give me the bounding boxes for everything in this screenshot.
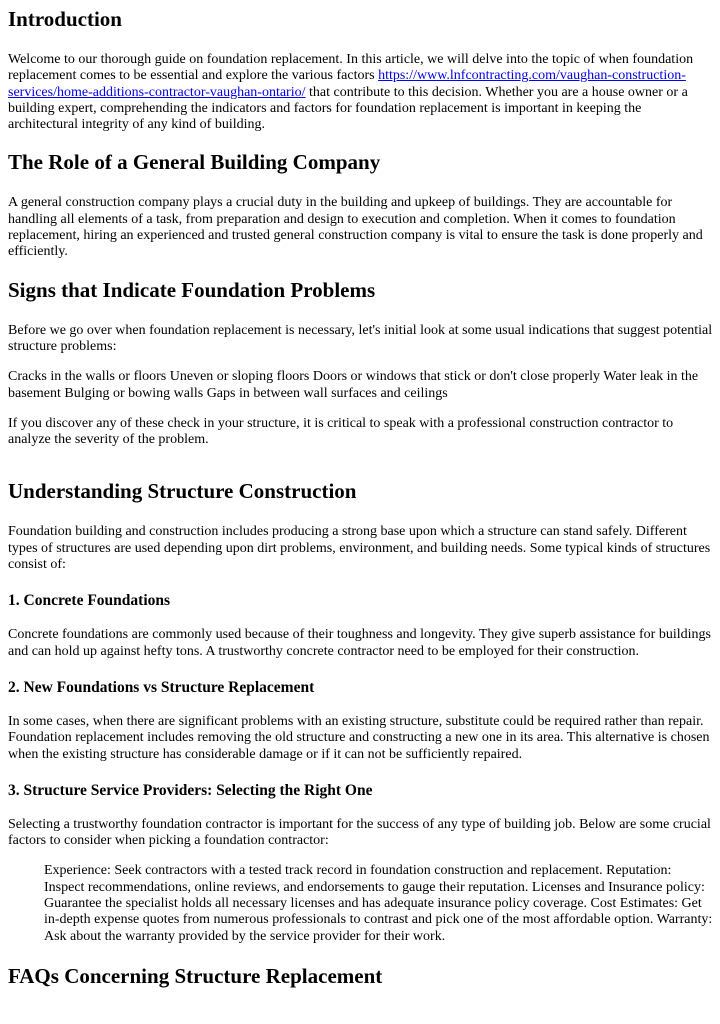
- signs-paragraph-1: Before we go over when foundation replacement is necessary, let's initial look at some usual indications that suggest potential structure problems:: [8, 322, 713, 354]
- role-paragraph: A general construction company plays a crucial duty in the building and upkeep of buildings. They are accountable for handling all elements of a task, from preparation and design to execution and completion. When it comes to foundation replacement, hiring an experienced and trusted general construction company is vital to ensure the task is done properly and efficiently.: [8, 195, 703, 260]
- new-vs-replacement-paragraph: In some cases, when there are significant problems with an existing structure, substitute could be required rather than repair. Foundation replacement includes removing the old structure and constructing a new one in its area. This alternative is chosen when the existing structure has considerable damage or if it can not be sufficiently repaired.: [8, 713, 710, 762]
- heading-faqs: FAQs Concerning Structure Replacement: [8, 963, 383, 988]
- intro-paragraph: [8, 52, 713, 133]
- understanding-paragraph: Foundation building and construction includes producing a strong base upon which a structure can stand safely. Different types of structures are used depending upon dirt problems, environment, and building needs. Some typical kinds of structures consist of:: [8, 524, 711, 573]
- service-providers-paragraph: Selecting a trustworthy foundation contractor is important for the success of any type of building job. Below are some crucial factors to consider when picking a foundation contractor:: [8, 816, 711, 849]
- subheading-concrete: 1. Concrete Foundations: [8, 592, 171, 610]
- intro-text-after: that contribute to this decision. Whether you are a house owner or a building expert, comprehending the indicators and factors for foundation replacement is important in keeping the architectural integrity of any kind of building.: [8, 84, 688, 133]
- heading-introduction: Introduction: [8, 7, 122, 31]
- subheading-service-providers: 3. Structure Service Providers: Selecting the Right One: [8, 781, 373, 799]
- concrete-paragraph: Concrete foundations are commonly used because of their toughness and longevity. They give superb assistance for buildings and can hold up against hefty tons. A trustworthy concrete contractor need to be employed for their construction.: [8, 627, 711, 659]
- intro-text-before: Welcome to our thorough guide on foundation replacement. In this article, we will delve into the topic of when foundation replacement comes to be essential and explore the various factors: [8, 52, 694, 84]
- document-page: [0, 6, 720, 989]
- signs-paragraph-3: If you discover any of these check in your structure, it is critical to speak with a professional construction contractor to analyze the severity of the problem.: [8, 415, 674, 448]
- signs-paragraph-2: Cracks in the walls or floors Uneven or sloping floors Doors or windows that stick or don't close properly Water leak in the basement Bulging or bowing walls Gaps in between wall surfaces and ceilings: [8, 369, 699, 401]
- heading-role: The Role of a General Building Company: [8, 150, 381, 175]
- heading-understanding: Understanding Structure Construction: [8, 479, 357, 504]
- subheading-new-vs-replacement: 2. New Foundations vs Structure Replacement: [8, 678, 315, 696]
- intro-link[interactable]: https://www.lnfcontracting.com/vaughan-construction-services/home-additions-contractor-vaughan-ontario/: [8, 68, 686, 100]
- heading-signs: Signs that Indicate Foundation Problems: [8, 277, 376, 302]
- contractor-factors-list: Experience: Seek contractors with a tested track record in foundation construction and replacement. Reputation: Inspect recommendations, online reviews, and endorsements to gauge their reputation. Licenses and Insurance policy: Guarantee the specialist holds all necessary licenses and has adequate insurance policy coverage. Cost Estimates: Get in-depth expense quotes from numerous professionals to contrast and pick one of the most affordable option. Warranty: Ask about the warranty provided by the service provider for their work.: [44, 863, 713, 944]
